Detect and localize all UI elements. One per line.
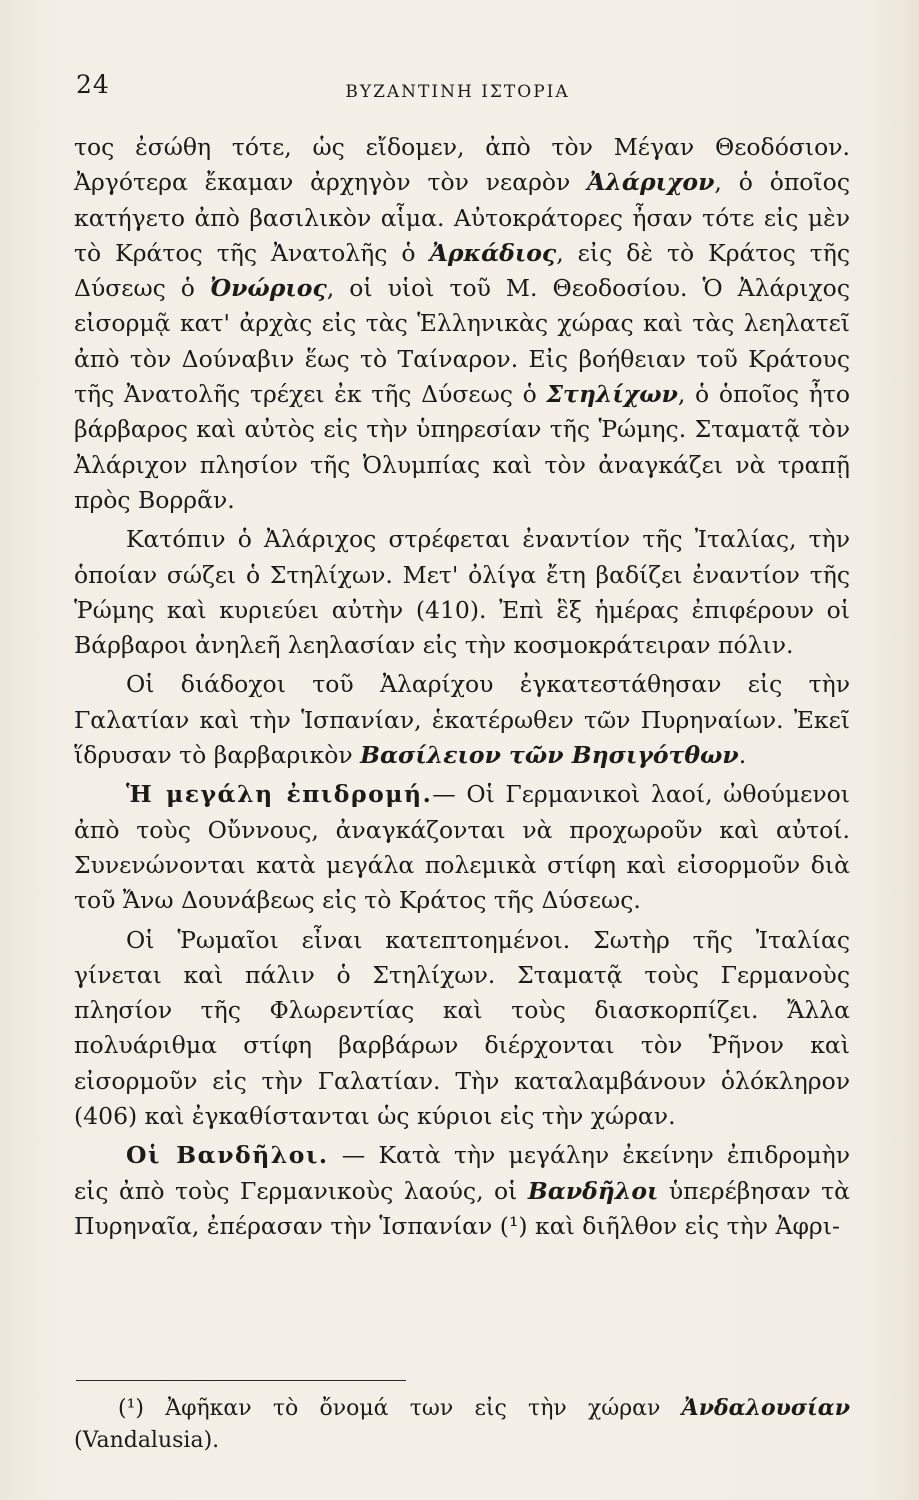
name-alaric: Ἀλάριχον (587, 168, 715, 197)
text-run: Οἱ Ῥωμαῖοι εἶναι κατεπτοημένοι. Σωτὴρ τῆς Ἰταλίας γίνεται καὶ πάλιν ὁ Στηλίχων. Σταματᾷ τοὺς Γερμανοὺς πλησίον τῆς Φλωρεντίας καὶ τοὺς διασκορπίζει. Ἄλλα πολυάριθμα στίφη βαρβάρων διέρχονται τὸν Ῥῆνον καὶ εἰσορμοῦν εἰς τὴν Γαλατίαν. Τὴν καταλαμβάνουν ὁλόκληρον (406) καὶ ἐγκαθίστανται ὡς κύριοι εἰς τὴν χώραν. (74, 925, 850, 1131)
paragraph-alaric-intro (74, 130, 850, 518)
name-arcadius: Ἀρκάδιος (429, 238, 557, 267)
text-run: , ὁ ὁποῖος κατήγετο ἀπὸ βασιλικὸν αἷμα. Αὐτοκράτορες ἦσαν τότε εἰς μὲν τὸ Κράτος τῆς Ἀνατολῆς ὁ (74, 168, 850, 267)
page-number: 24 (76, 70, 110, 99)
section-heading-vandals: Οἱ Βανδῆλοι. (126, 1141, 329, 1170)
paragraph-visigoths (74, 667, 850, 773)
section-heading-great-invasion: Ἡ μεγάλη ἐπιδρομή. (126, 780, 433, 809)
footnote-divider (76, 1380, 406, 1381)
text-run: , ὁ ὁποῖος ἦτο βάρβαρος καὶ αὐτὸς εἰς τὴν ὑπηρεσίαν τῆς Ῥώμης. Σταματᾷ τὸν Ἀλάριχον πλησίον τῆς Ὀλυμπίας καὶ τὸν ἀναγκάζει νὰ τραπῇ πρὸς Βορρᾶν. (74, 380, 850, 514)
visigoth-kingdom: Βασίλειον τῶν Βησιγότθων (360, 741, 739, 770)
paragraph-vandals (74, 1138, 850, 1244)
body-text (74, 130, 850, 1248)
footnote-text: (Vandalusia). (74, 1428, 220, 1453)
name-stilicho: Στηλίχων (546, 380, 678, 409)
running-title: ΒΥΖΑΝΤΙΝΗ ΙΣΤΟΡΙΑ (345, 82, 570, 102)
footnote (74, 1392, 850, 1457)
name-vandals: Βανδῆλοι (527, 1176, 659, 1205)
page-header (76, 70, 839, 110)
text-run: . (738, 741, 747, 770)
text-run: τος ἐσώθη τότε, ὡς εἴδομεν, ἀπὸ τὸν Μέγαν Θεοδόσιον. Ἀργότερα ἔκαμαν ἀρχηγὸν τὸν νεαρὸν (74, 133, 850, 197)
text-run: ὑπερέβησαν τὰ Πυρηναῖα, ἐπέρασαν τὴν Ἱσπανίαν (¹) καὶ διῆλθον εἰς τὴν Ἀφρι- (74, 1176, 850, 1240)
text-run: — Κατὰ τὴν μεγάλην ἐκείνην ἐπιδρομὴν εἰς ἀπὸ τοὺς Γερμανικοὺς λαούς, οἱ (74, 1141, 850, 1205)
footnote-andalusia: Ἀνδαλουσίαν (681, 1395, 850, 1421)
footnote-text: (¹) Ἀφῆκαν τὸ ὄνομά των εἰς τὴν χώραν (118, 1396, 682, 1421)
paragraph-romans-terrified (74, 923, 850, 1135)
text-run: , οἱ υἱοὶ τοῦ Μ. Θεοδοσίου. Ὁ Ἀλάριχος εἰσορμᾷ κατ' ἀρχὰς εἰς τὰς Ἑλληνικὰς χώρας καὶ τὰς λεηλατεῖ ἀπὸ τὸν Δούναβιν ἕως τὸ Ταίναρον. Εἰς βοήθειαν τοῦ Κράτους τῆς Ἀνατολῆς τρέχει ἐκ τῆς Δύσεως ὁ (74, 274, 850, 409)
paragraph-sack-of-rome (74, 522, 850, 663)
paragraph-great-invasion (74, 777, 850, 918)
text-run: , εἰς δὲ τὸ Κράτος τῆς Δύσεως ὁ (74, 238, 850, 303)
text-run: — Οἱ Γερμανικοὶ λαοί, ὠθούμενοι ἀπὸ τοὺς Οὔννους, ἀναγκάζονται νὰ προχωροῦν καὶ αὐτοί. Συνενώνονται κατὰ μεγάλα πολεμικὰ στίφη καὶ εἰσορμοῦν διὰ τοῦ Ἄνω Δουνάβεως εἰς τὸ Κράτος τῆς Δύσεως. (74, 780, 850, 915)
text-run: Κατόπιν ὁ Ἀλάριχος στρέφεται ἐναντίον τῆς Ἰταλίας, τὴν ὁποίαν σώζει ὁ Στηλίχων. Μετ' ὀλίγα ἔτη βαδίζει ἐναντίον τῆς Ῥώμης καὶ κυριεύει αὐτὴν (410). Ἐπὶ ἓξ ἡμέρας ἐπιφέρουν οἱ Βάρβαροι ἀνηλεῆ λεηλασίαν εἰς τὴν κοσμοκράτειραν πόλιν. (74, 525, 850, 660)
name-honorius: Ὀνώριος (209, 274, 327, 303)
text-run: Οἱ διάδοχοι τοῦ Ἀλαρίχου ἐγκατεστάθησαν εἰς τὴν Γαλατίαν καὶ τὴν Ἱσπανίαν, ἑκατέρωθεν τῶν Πυρηναίων. Ἐκεῖ ἵδρυσαν τὸ βαρβαρικὸν (74, 670, 850, 770)
